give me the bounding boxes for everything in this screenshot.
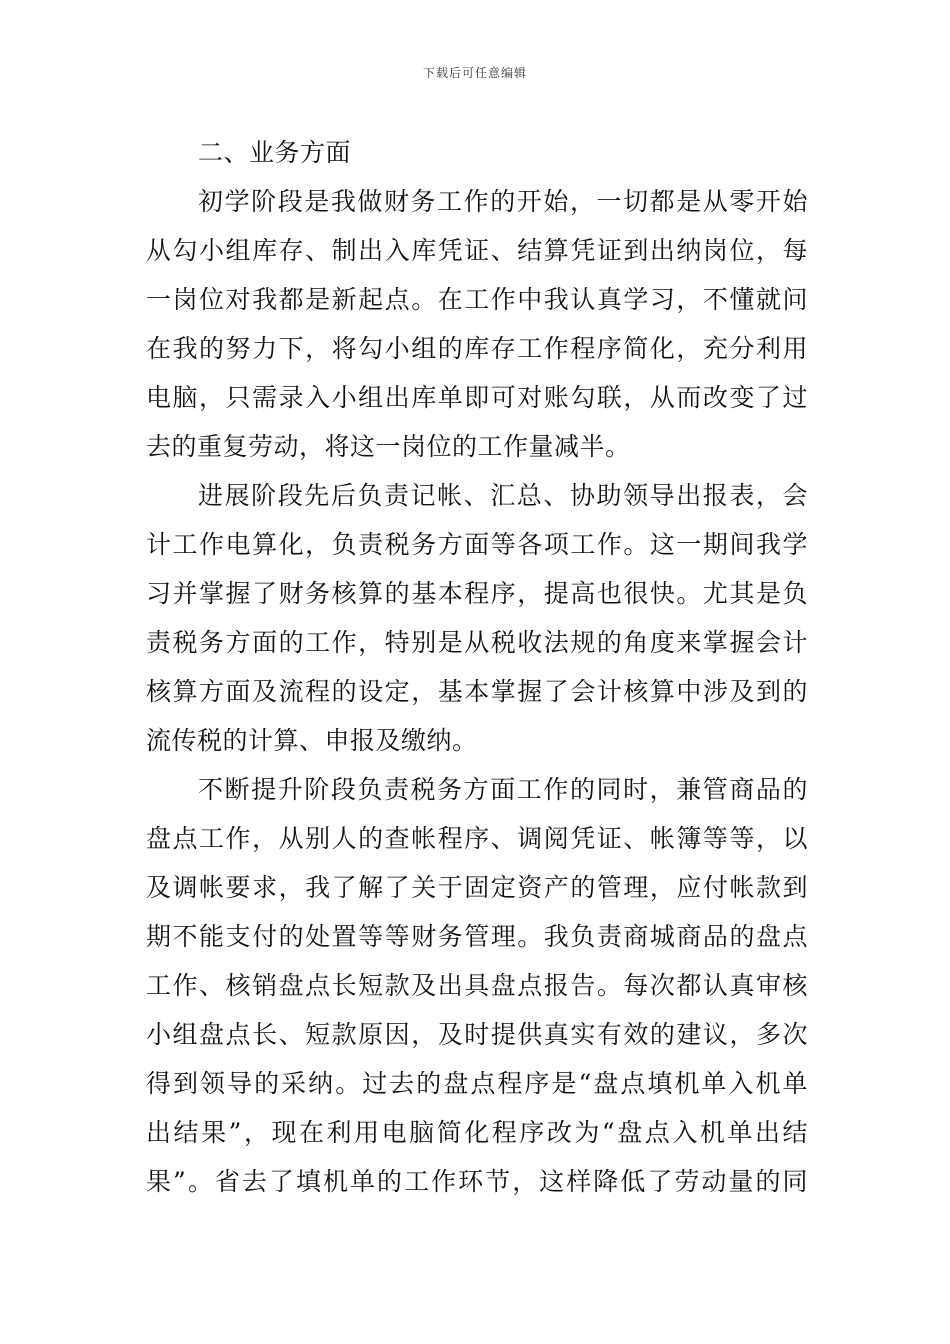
text-line: 初学阶段是我做财务工作的开始，一切都是从零开始 xyxy=(198,187,808,216)
document-body xyxy=(146,128,808,1206)
text-line: 得到领导的采纳。过去的盘点程序是“盘点填机单入机单 xyxy=(146,1069,808,1098)
text-line: 不断提升阶段负责税务方面工作的同时，兼管商品的 xyxy=(198,775,808,804)
text-line: 进展阶段先后负责记帐、汇总、协助领导出报表，会 xyxy=(198,481,808,510)
section-heading: 二、业务方面 xyxy=(198,138,352,167)
text-line: 在我的努力下，将勾小组的库存工作程序简化，充分利用 xyxy=(146,334,808,363)
text-line: 核算方面及流程的设定，基本掌握了会计核算中涉及到的 xyxy=(146,677,808,706)
text-line: 责税务方面的工作，特别是从税收法规的角度来掌握会计 xyxy=(146,628,808,657)
text-line: 盘点工作，从别人的查帐程序、调阅凭证、帐簿等等，以 xyxy=(146,824,808,853)
text-line: 小组盘点长、短款原因，及时提供真实有效的建议，多次 xyxy=(146,1020,808,1049)
text-line: 习并掌握了财务核算的基本程序，提高也很快。尤其是负 xyxy=(146,579,808,608)
text-line: 果”。省去了填机单的工作环节，这样降低了劳动量的同 xyxy=(146,1167,808,1196)
page-header: 下载后可任意编辑 xyxy=(422,66,527,80)
text-line: 流传税的计算、申报及缴纳。 xyxy=(146,726,478,755)
text-line: 去的重复劳动，将这一岗位的工作量减半。 xyxy=(146,432,631,461)
text-line: 一岗位对我都是新起点。在工作中我认真学习，不懂就问 xyxy=(146,285,808,314)
text-line: 计工作电算化，负责税务方面等各项工作。这一期间我学 xyxy=(146,530,808,559)
text-line: 期不能支付的处置等等财务管理。我负责商城商品的盘点 xyxy=(146,922,808,951)
text-line: 出结果”，现在利用电脑简化程序改为“盘点入机单出结 xyxy=(146,1118,808,1147)
text-line: 工作、核销盘点长短款及出具盘点报告。每次都认真审核 xyxy=(146,971,808,1000)
text-line: 电脑，只需录入小组出库单即可对账勾联，从而改变了过 xyxy=(146,383,808,412)
text-line: 及调帐要求，我了解了关于固定资产的管理，应付帐款到 xyxy=(146,873,808,902)
text-line: 从勾小组库存、制出入库凭证、结算凭证到出纳岗位，每 xyxy=(146,236,808,265)
